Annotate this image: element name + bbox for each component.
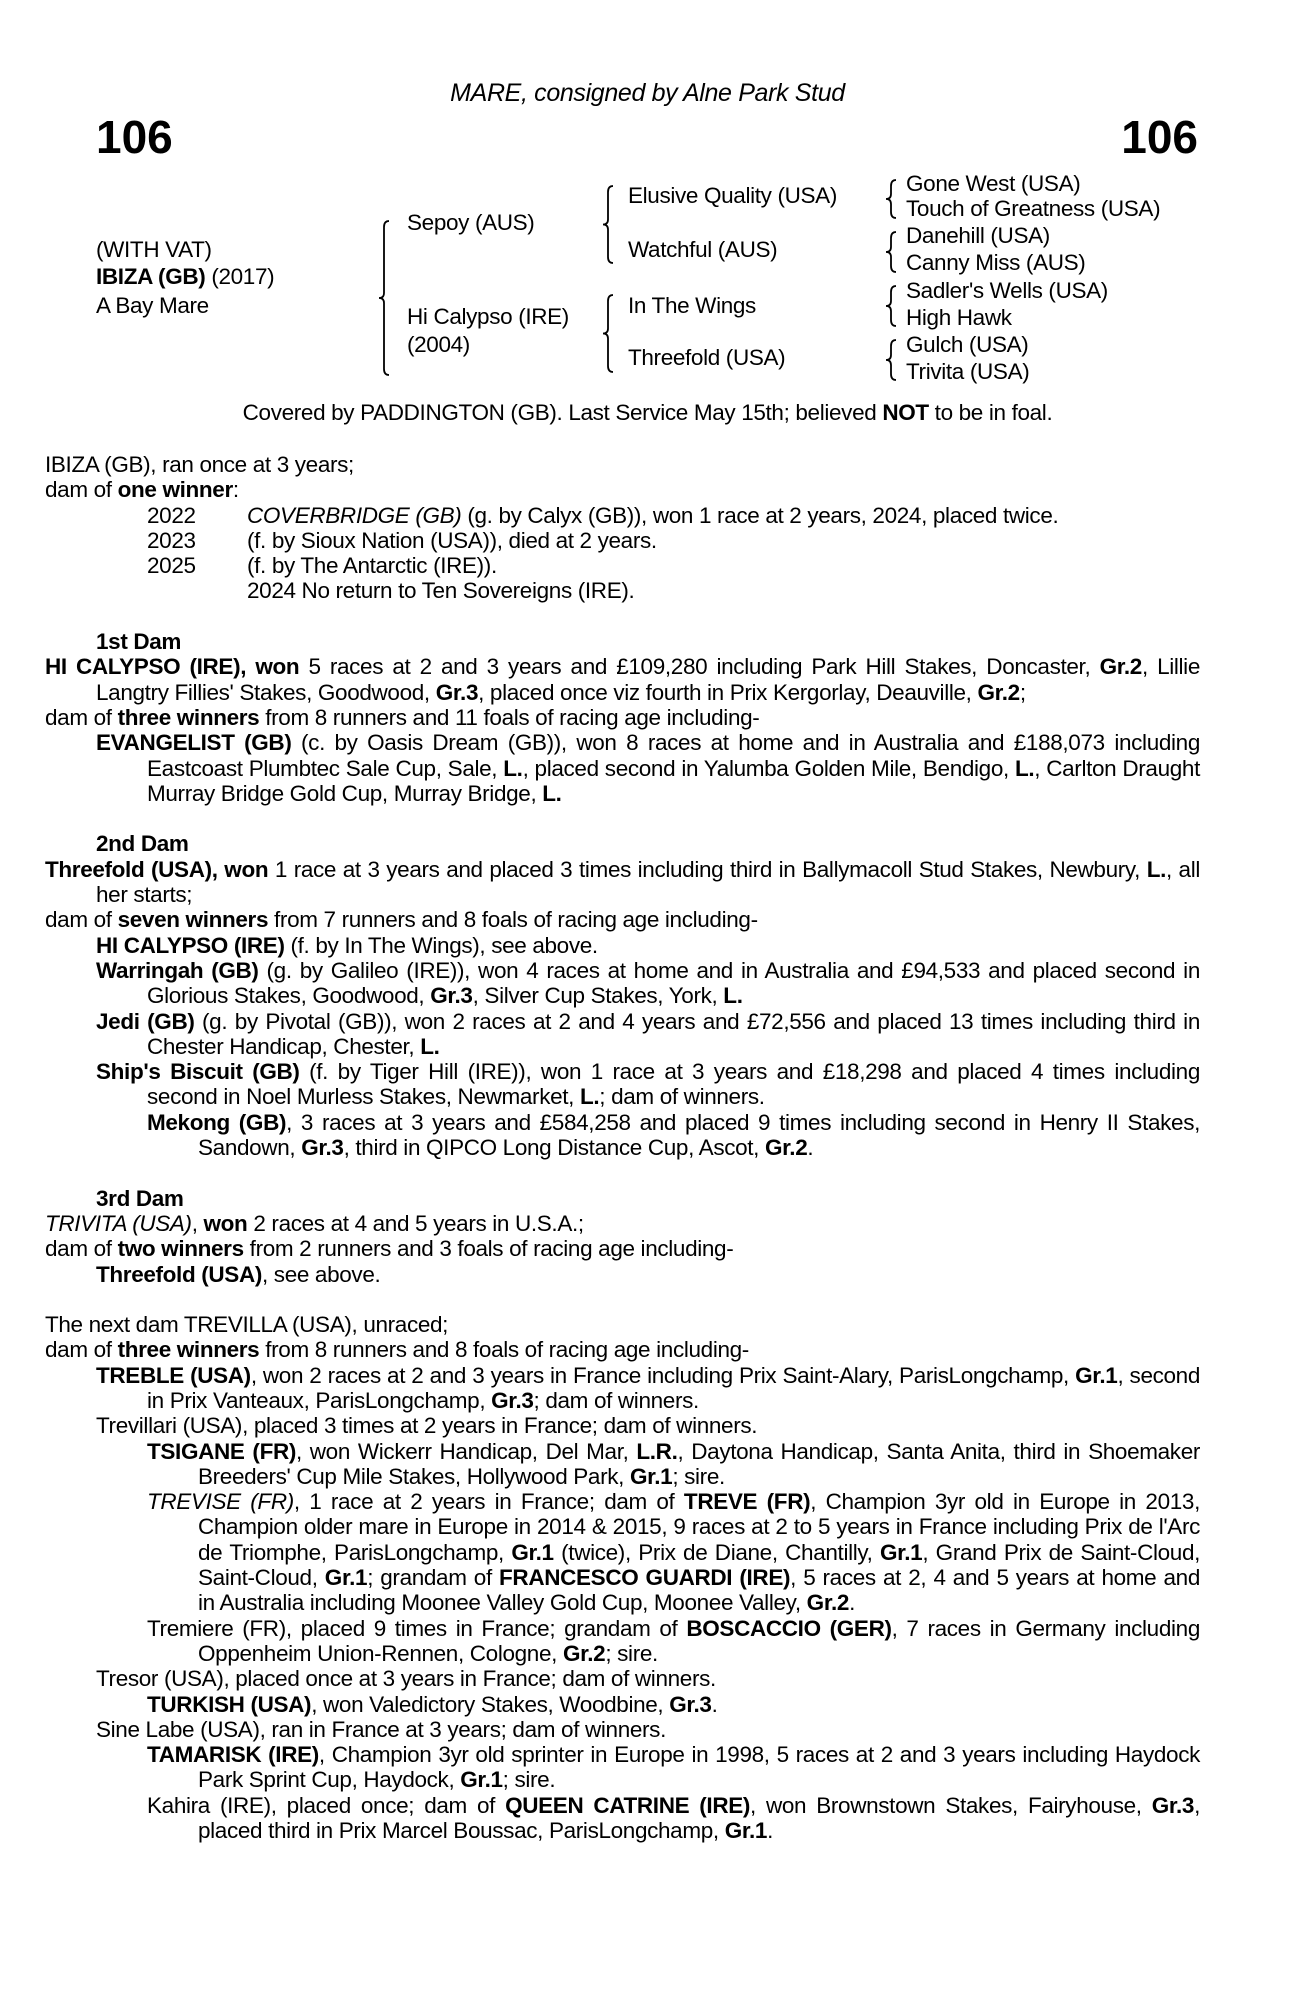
brace-icon — [886, 232, 900, 272]
ancestor: High Hawk — [906, 305, 1012, 330]
bold-text: Gr.3 — [301, 1135, 344, 1161]
pedigree-paragraph — [45, 1489, 1200, 1615]
covering-text: Covered by PADDINGTON (GB). Last Service May 15th; believed — [242, 400, 883, 425]
text: , won Wickerr Handicap, Del Mar, — [296, 1438, 637, 1464]
text: Kahira (IRE), placed once; dam of — [147, 1792, 506, 1818]
bold-text: TSIGANE (FR) — [147, 1438, 297, 1464]
text: from 2 runners and 3 foals of racing age including- — [243, 1236, 734, 1262]
pedigree-paragraph — [45, 1312, 1200, 1337]
text: , Champion 3yr old sprinter in Europe in 1998, 5 races at 2 and 3 years including Haydock Park Sprint Cup, Haydock, — [198, 1742, 1200, 1793]
text: , second in Prix Vanteaux, ParisLongchamp, — [147, 1362, 1200, 1413]
bold-text: Gr.2 — [977, 679, 1020, 705]
pedigree-paragraph — [45, 933, 1200, 958]
sire: Sepoy (AUS) — [407, 210, 535, 235]
section-heading: 1st Dam — [96, 629, 182, 655]
brace-icon — [886, 340, 900, 380]
bold-text: FRANCESCO GUARDI (IRE) — [499, 1565, 791, 1591]
text: . — [849, 1590, 855, 1616]
bold-text: Gr.3 — [669, 1691, 712, 1717]
bold-text: TAMARISK (IRE) — [147, 1742, 319, 1768]
text: 5 races at 2 and 3 years and £109,280 including Park Hill Stakes, Doncaster, — [299, 654, 1100, 680]
text: , 3 races at 3 years and £584,258 and placed 9 times including second in Henry II Stakes, Sandown, — [198, 1109, 1200, 1161]
text: , Silver Cup Stakes, York, — [472, 983, 724, 1009]
text: (c. by Oasis Dream (GB)), won 8 races at home and in Australia and £188,073 including Eastcoast Plumbtec Sale Cup, Sale, — [147, 730, 1200, 781]
bold-text: Threefold (USA) — [96, 1261, 262, 1287]
text: dam of — [45, 1236, 118, 1262]
grandsire-paternal: Elusive Quality (USA) — [628, 183, 837, 208]
text: dam of — [45, 477, 118, 503]
bold-text: TREVE (FR) — [683, 1489, 811, 1515]
pedigree-paragraph — [45, 1666, 1200, 1691]
text: , won Brownstown Stakes, Fairyhouse, — [750, 1792, 1152, 1818]
bold-text: L. — [420, 1033, 440, 1059]
text: , 1 race at 2 years in France; dam of — [293, 1489, 684, 1515]
pedigree-paragraph — [45, 907, 1200, 932]
bold-text: three winners — [117, 704, 260, 730]
bold-text: EVANGELIST (GB) — [96, 730, 292, 756]
bold-text: Gr.3 — [435, 679, 479, 705]
dam: Hi Calypso (IRE) — [407, 304, 569, 329]
bold-text: Gr.1 — [724, 1818, 768, 1844]
bold-text: TURKISH (USA) — [147, 1691, 312, 1717]
bold-text: three winners — [117, 1337, 260, 1363]
italic-text: COVERBRIDGE (GB) — [247, 502, 462, 528]
bold-text: L. — [1014, 755, 1035, 781]
italic-text: TRIVITA (USA) — [45, 1210, 192, 1236]
text: , placed once viz fourth in Prix Kergorlay, Deauville, — [478, 679, 978, 705]
bold-text: Gr.3 — [491, 1387, 534, 1413]
text: ; sire. — [672, 1463, 725, 1489]
text: , third in QIPCO Long Distance Cup, Ascot, — [343, 1135, 765, 1161]
pedigree-paragraph — [45, 452, 1200, 477]
dam-year: (2004) — [407, 332, 470, 357]
text: (g. by Pivotal (GB)), won 2 races at 2 and 4 years and £72,556 and placed 13 times including third in Chester Handicap, Chester, — [147, 1008, 1200, 1059]
text: , Carlton Draught Murray Bridge Gold Cup, Murray Bridge, — [147, 755, 1200, 806]
bold-text: Gr.3 — [1151, 1792, 1195, 1818]
produce-year: 2022 — [147, 502, 196, 528]
ancestor: Danehill (USA) — [906, 223, 1050, 248]
pedigree-paragraph — [45, 1439, 1200, 1490]
pedigree-paragraph — [45, 1742, 1200, 1793]
lot-number-left: 106 — [96, 111, 173, 163]
covering-text-end: to be in foal. — [928, 400, 1053, 425]
bold-text: Gr.1 — [324, 1565, 368, 1591]
text: , placed second in Yalumba Golden Mile, Bendigo, — [522, 755, 1015, 781]
grandsire-maternal: In The Wings — [628, 293, 756, 318]
covering-note — [0, 400, 1295, 426]
horse-name — [96, 264, 274, 290]
produce-record — [96, 503, 1200, 528]
text: (g. by Galileo (IRE)), won 4 races at home and in Australia and £94,533 and placed second in Glorious Stakes, Goodwood, — [147, 957, 1200, 1009]
text: ; dam of winners. — [599, 1084, 765, 1110]
text: . — [711, 1691, 718, 1717]
produce-year — [96, 578, 247, 603]
produce-record — [96, 528, 1200, 553]
pedigree-paragraph — [45, 1059, 1200, 1110]
bold-text: one winner — [117, 477, 233, 503]
bold-text: Gr.3 — [430, 983, 473, 1009]
catalogue-body — [45, 452, 1201, 1844]
bold-text: L. — [723, 983, 743, 1009]
bold-text: Gr.1 — [511, 1539, 554, 1565]
produce-text — [247, 578, 1200, 603]
ancestor: Gone West (USA) — [906, 171, 1081, 196]
brace-icon — [886, 180, 900, 218]
text: , won Valedictory Stakes, Woodbine, — [311, 1691, 670, 1717]
text: ; — [1019, 679, 1026, 705]
bold-text: Warringah (GB) — [96, 957, 259, 983]
bold-text: L. — [579, 1084, 600, 1110]
text: from 8 runners and 8 foals of racing age including- — [259, 1337, 749, 1363]
text: Tremiere (FR), placed 9 times in France; grandam of — [147, 1615, 687, 1641]
spacer — [96, 1160, 1200, 1185]
pedigree-paragraph — [45, 1363, 1200, 1414]
text: from 7 runners and 8 foals of racing age including- — [268, 907, 758, 933]
text: (f. by The Antarctic (IRE)). — [247, 553, 497, 579]
text: , placed third in Prix Marcel Boussac, ParisLongchamp, — [198, 1792, 1200, 1844]
text: , all her starts; — [96, 856, 1200, 908]
spacer — [96, 604, 1200, 629]
bold-text: Gr.1 — [1075, 1362, 1118, 1388]
text: . — [807, 1135, 814, 1161]
text: , won 2 races at 2 and 3 years in France including Prix Saint-Alary, ParisLongchamp, — [250, 1362, 1076, 1388]
ancestor: Trivita (USA) — [906, 359, 1030, 384]
text: , Champion 3yr old in Europe in 2013, Champion older mare in Europe in 2014 & 2015, 9 races at 2 to 5 years in France including Prix de l'Arc de Triomphe, ParisLongchamp, — [198, 1489, 1200, 1565]
text: dam of — [45, 1337, 118, 1363]
text: , 5 races at 2, 4 and 5 years at home and in Australia including Moonee Valley Gold Cup, Moonee Valley, — [198, 1565, 1200, 1616]
text: dam of — [45, 704, 118, 730]
produce-year: 2025 — [147, 553, 196, 579]
text: 2 races at 4 and 5 years in U.S.A.; — [247, 1210, 584, 1236]
ancestor: Sadler's Wells (USA) — [906, 278, 1108, 303]
text: The next dam TREVILLA (USA), unraced; — [45, 1312, 449, 1338]
text: (f. by Sioux Nation (USA)), died at 2 years. — [247, 527, 657, 553]
text: (g. by Calyx (GB)), won 1 race at 2 years, 2024, placed twice. — [461, 502, 1059, 528]
brace-icon — [379, 221, 393, 375]
pedigree-paragraph — [45, 477, 1200, 502]
spacer — [96, 806, 1200, 831]
bold-text: BOSCACCIO (GER) — [686, 1615, 892, 1641]
horse-name-text: IBIZA (GB) — [96, 264, 206, 289]
text: : — [232, 477, 239, 503]
bold-text: seven winners — [117, 907, 269, 933]
bold-text: won — [203, 1210, 248, 1236]
consignor-title: MARE, consigned by Alne Park Stud — [450, 79, 845, 107]
text: ; dam of winners. — [533, 1387, 699, 1413]
text: from 8 runners and 11 foals of racing age including- — [259, 704, 760, 730]
bold-text: Jedi (GB) — [96, 1008, 195, 1034]
bold-text: Gr.2 — [1099, 654, 1142, 680]
text: (twice), Prix de Diane, Chantilly, — [553, 1539, 880, 1565]
italic-text: TREVISE (FR) — [147, 1489, 294, 1515]
pedigree-paragraph — [45, 1692, 1200, 1717]
pedigree-paragraph — [45, 1009, 1200, 1060]
bold-text: L. — [542, 780, 562, 806]
brace-icon — [603, 295, 617, 372]
bold-text: Gr.1 — [460, 1767, 503, 1793]
horse-year: (2017) — [211, 264, 275, 289]
text: 1 race at 3 years and placed 3 times including third in Ballymacoll Stud Stakes, Newbury, — [268, 856, 1147, 882]
granddam-paternal: Watchful (AUS) — [628, 237, 778, 262]
text: (f. by Tiger Hill (IRE)), won 1 race at 3 years and £18,298 and placed 4 times including second in Noel Murless Stakes, Newmarket, — [147, 1059, 1200, 1110]
text: , 7 races in Germany including Oppenheim Union-Rennen, Cologne, — [198, 1615, 1200, 1666]
bold-text: HI CALYPSO (IRE) — [96, 932, 285, 958]
pedigree-paragraph — [45, 1793, 1200, 1844]
text: Trevillari (USA), placed 3 times at 2 years in France; dam of winners. — [96, 1413, 758, 1439]
text: , Lillie Langtry Fillies' Stakes, Goodwood, — [96, 654, 1200, 705]
ancestor: Gulch (USA) — [906, 332, 1029, 357]
bold-text: Gr.2 — [806, 1590, 850, 1616]
text: ; sire. — [502, 1767, 556, 1793]
bold-text: QUEEN CATRINE (IRE) — [505, 1792, 751, 1818]
text: dam of — [45, 907, 118, 933]
brace-icon — [603, 186, 617, 263]
text: . — [767, 1818, 773, 1844]
bold-text: Threefold (USA), won — [45, 856, 269, 882]
bold-text: two winners — [117, 1236, 244, 1262]
text: Sine Labe (USA), ran in France at 3 years; dam of winners. — [96, 1716, 666, 1742]
produce-text — [247, 503, 1200, 528]
bold-text: Gr.1 — [629, 1463, 673, 1489]
text: IBIZA (GB), ran once at 3 years; — [45, 452, 354, 477]
text: 2024 No return to Ten Sovereigns (IRE). — [247, 578, 635, 604]
pedigree-paragraph — [45, 1717, 1200, 1742]
pedigree-paragraph — [45, 1236, 1200, 1261]
text: ; grandam of — [367, 1565, 500, 1591]
bold-text: Mekong (GB) — [147, 1109, 287, 1135]
bold-text: TREBLE (USA) — [96, 1362, 251, 1388]
text: , Daytona Handicap, Santa Anita, third in Shoemaker Breeders' Cup Mile Stakes, Hollywood Park, — [198, 1438, 1200, 1489]
granddam-maternal: Threefold (USA) — [628, 345, 786, 370]
covering-emphasis: NOT — [882, 400, 929, 425]
pedigree-paragraph — [45, 705, 1200, 730]
bold-text: Ship's Biscuit (GB) — [96, 1059, 300, 1085]
pedigree-paragraph — [45, 857, 1200, 908]
pedigree-paragraph — [45, 1337, 1200, 1362]
bold-text: HI CALYPSO (IRE), won — [45, 654, 300, 680]
text: , Grand Prix de Saint-Cloud, Saint-Cloud, — [198, 1539, 1201, 1591]
produce-text — [247, 528, 1200, 553]
ancestor: Touch of Greatness (USA) — [906, 196, 1161, 221]
brace-icon — [886, 286, 900, 326]
lot-number-right: 106 — [1121, 111, 1198, 163]
bold-text: Gr.2 — [764, 1135, 808, 1161]
pedigree-paragraph — [45, 654, 1200, 705]
pedigree-paragraph — [45, 1262, 1200, 1287]
produce-record — [96, 553, 1200, 578]
pedigree-paragraph — [45, 1413, 1200, 1438]
bold-text: Gr.1 — [879, 1539, 923, 1565]
section-heading: 3rd Dam — [96, 1185, 184, 1211]
spacer — [96, 1287, 1200, 1312]
text: (f. by In The Wings), see above. — [284, 932, 598, 958]
produce-record — [96, 578, 1200, 603]
vat-note: (WITH VAT) — [96, 237, 212, 262]
pedigree-paragraph — [45, 1616, 1200, 1667]
bold-text: L.R. — [636, 1438, 678, 1464]
ancestor: Canny Miss (AUS) — [906, 250, 1086, 275]
horse-description: A Bay Mare — [96, 293, 209, 318]
text: Tresor (USA), placed once at 3 years in France; dam of winners. — [96, 1666, 716, 1692]
produce-text — [247, 553, 1200, 578]
text: ; sire. — [605, 1640, 658, 1666]
pedigree-paragraph — [45, 1211, 1200, 1236]
produce-year: 2023 — [147, 527, 196, 553]
bold-text: Gr.2 — [562, 1640, 606, 1666]
pedigree-paragraph — [45, 958, 1200, 1009]
text: , see above. — [262, 1261, 381, 1287]
pedigree-paragraph — [45, 730, 1200, 806]
pedigree-paragraph — [45, 1110, 1200, 1161]
bold-text: L. — [503, 755, 523, 781]
bold-text: L. — [1146, 856, 1166, 882]
section-heading: 2nd Dam — [96, 831, 189, 857]
text: , — [191, 1210, 204, 1236]
